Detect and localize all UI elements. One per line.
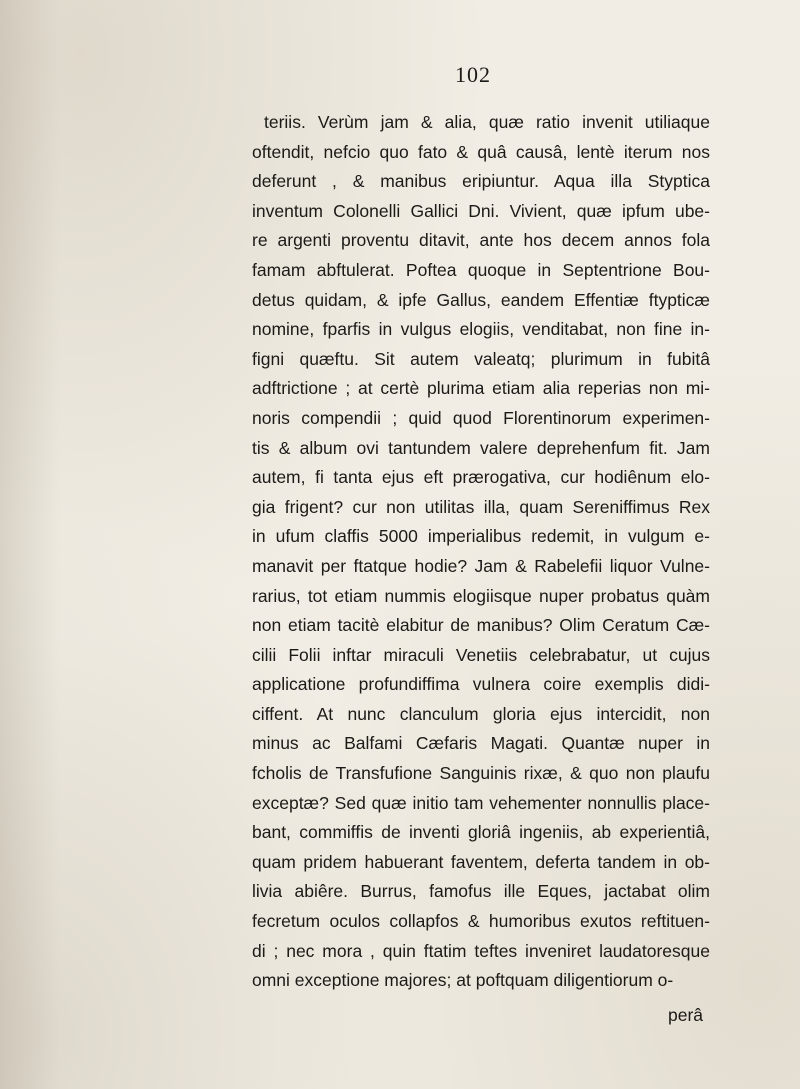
text-line: quam pridem habuerant faventem, deferta tandem in ob-	[252, 851, 710, 872]
text-line: non etiam tacitè elabitur de manibus? Olim Ceratum Cæ-	[252, 615, 710, 636]
text-line: adftrictione ; at certè plurima etiam alia reperias non mi-	[252, 378, 710, 399]
catchword: perâ	[668, 1005, 704, 1025]
text-line: deferunt , & manibus eripiuntur. Aqua illa Styptica	[252, 171, 710, 192]
text-line: rarius, tot etiam nummis elogiisque nuper probatus quàm	[252, 585, 710, 606]
page-number: 102	[455, 62, 491, 87]
text-line: exceptæ? Sed quæ initio tam vehementer nonnullis place-	[252, 792, 710, 813]
page-fold-shadow	[0, 0, 60, 1089]
text-line: oftendit, nefcio quo fato & quâ causâ, lentè iterum nos	[252, 141, 710, 162]
text-line: cilii Folii inftar miraculi Venetiis celebrabatur, ut cujus	[252, 644, 710, 665]
text-line: manavit per ftatque hodie? Jam & Rabelefii liquor Vulne-	[252, 555, 710, 576]
text-line: bant, commiffis de inventi gloriâ ingeniis, ab experientiâ,	[252, 822, 710, 843]
text-line: fecretum oculos collapfos & humoribus exutos reftituen-	[252, 911, 710, 932]
text-line: ciffent. At nunc clanculum gloria ejus intercidit, non	[252, 703, 710, 724]
text-line: nomine, fparfis in vulgus elogiis, venditabat, non fine in-	[252, 319, 710, 340]
text-line: noris compendii ; quid quod Florentinorum experimen-	[252, 407, 710, 428]
text-line: tis & album ovi tantundem valere deprehenfum fit. Jam	[252, 437, 710, 458]
text-line: in ufum claffis 5000 imperialibus redemit, in vulgum e-	[252, 526, 710, 547]
text-line: applicatione profundiffima vulnera coire exemplis didi-	[252, 674, 710, 695]
text-line: inventum Colonelli Gallici Dni. Vivient, quæ ipfum ube-	[252, 200, 710, 221]
body-text	[252, 108, 710, 996]
text-line: re argenti proventu ditavit, ante hos decem annos fola	[252, 230, 710, 251]
text-line: famam abftulerat. Poftea quoque in Septentrione Bou-	[252, 259, 710, 280]
text-line: teriis. Verùm jam & alia, quæ ratio invenit utiliaque	[264, 112, 710, 132]
text-line: autem, fi tanta ejus eft prærogativa, cur hodiênum elo-	[252, 467, 710, 488]
text-line: omni exceptione majores; at poftquam diligentiorum o-	[252, 970, 674, 991]
text-line: fcholis de Transfufione Sanguinis rixæ, & quo non plaufu	[252, 763, 710, 784]
text-line: figni quæftu. Sit autem valeatq; plurimum in fubitâ	[252, 348, 710, 369]
text-line: gia frigent? cur non utilitas illa, quam Sereniffimus Rex	[252, 496, 710, 517]
text-line: livia abiêre. Burrus, famofus ille Eques, jactabat olim	[252, 881, 710, 902]
text-line: di ; nec mora , quin ftatim teftes inveniret laudatoresque	[252, 940, 710, 961]
text-line: minus ac Balfami Cæfaris Magati. Quantæ nuper in	[252, 733, 710, 754]
text-line: detus quidam, & ipfe Gallus, eandem Effentiæ ftypticæ	[252, 289, 710, 310]
